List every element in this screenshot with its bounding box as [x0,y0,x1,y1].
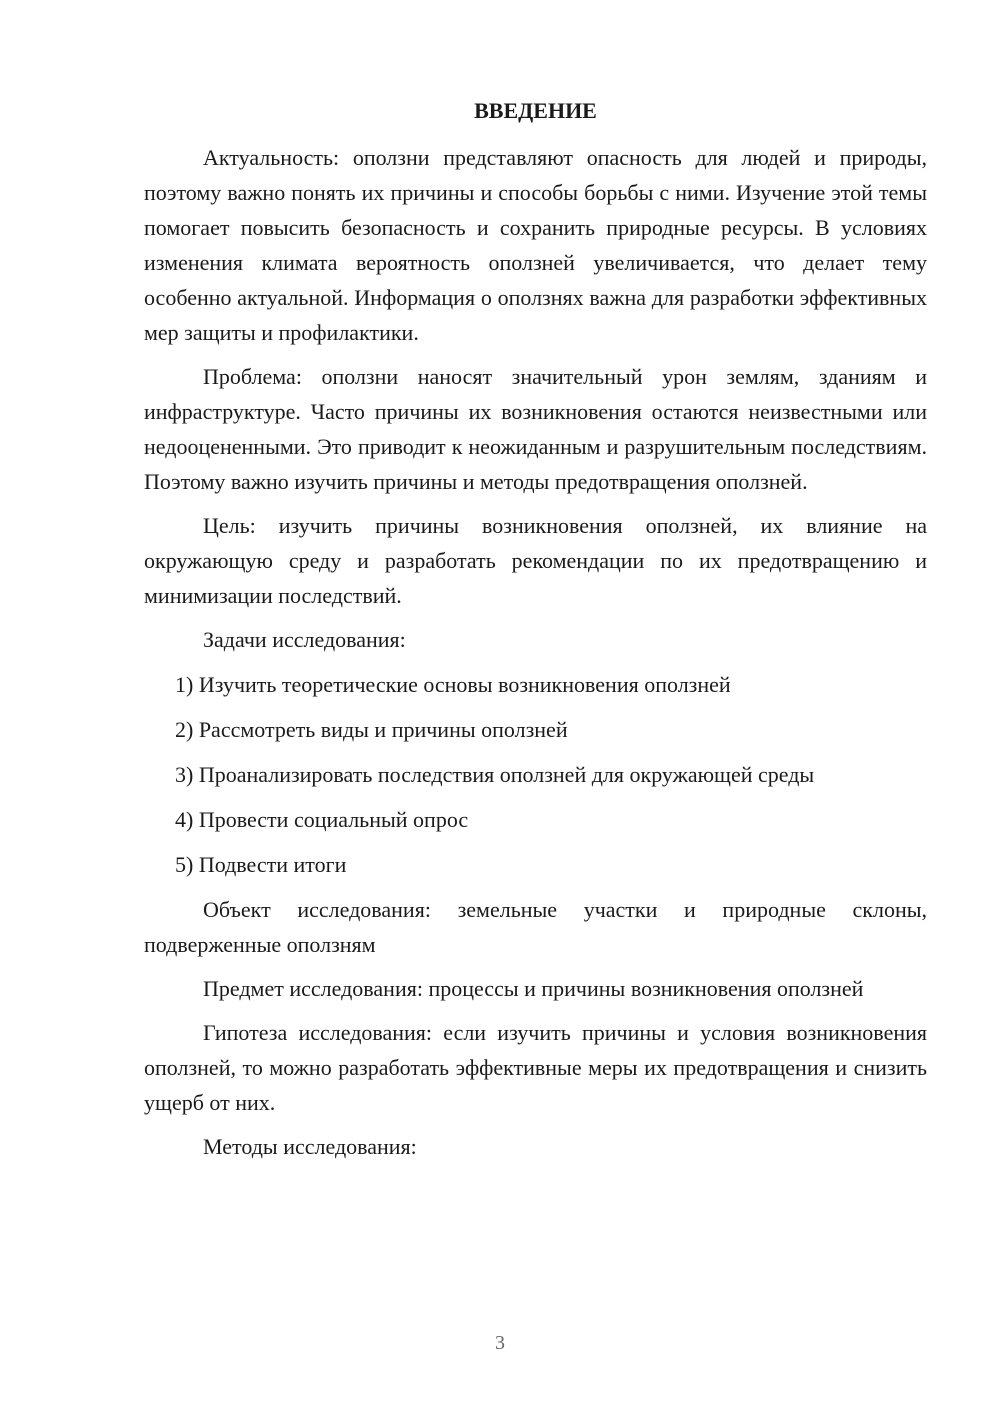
paragraph-relevance: Актуальность: оползни представляют опасность для людей и природы, поэтому важно понять их причины и способы борьбы с ними. Изучение этой темы помогает повысить безопасность и сохранить природные ресурсы. В условиях изменения климата вероятность оползней увеличивается, что делает тему особенно актуальной. Информация о оползнях важна для разработки эффективных мер защиты и профилактики. [144,145,927,345]
tasks-list [144,667,927,882]
list-item: 1) Изучить теоретические основы возникновения оползней [175,672,731,697]
paragraph-goal: Цель: изучить причины возникновения оползней, их влияние на окружающую среду и разработать рекомендации по их предотвращению и минимизации последствий. [144,513,927,608]
paragraph-subject: Предмет исследования: процессы и причины возникновения оползней [203,976,864,1001]
tasks-heading: Задачи исследования: [203,627,406,652]
list-item: 4) Провести социальный опрос [175,807,469,832]
paragraph-object: Объект исследования: земельные участки и природные склоны, подверженные оползням [144,897,927,957]
paragraph-hypothesis: Гипотеза исследования: если изучить причины и условия возникновения оползней, то можно разработать эффективные меры их предотвращения и снизить ущерб от них. [144,1020,927,1115]
page-number: 3 [495,1332,505,1354]
list-item: 2) Рассмотреть виды и причины оползней [175,717,568,742]
document-page [144,96,927,1174]
paragraph-problem: Проблема: оползни наносят значительный урон землям, зданиям и инфраструктуре. Часто причины их возникновения остаются неизвестными или недооцененными. Это приводит к неожиданным и разрушительным последствиям. Поэтому важно изучить причины и методы предотвращения оползней. [144,364,927,494]
list-item: 5) Подвести итоги [175,852,347,877]
list-item: 3) Проанализировать последствия оползней для окружающей среды [175,762,815,787]
section-title: ВВЕДЕНИЕ [474,98,597,123]
methods-heading: Методы исследования: [203,1134,417,1159]
